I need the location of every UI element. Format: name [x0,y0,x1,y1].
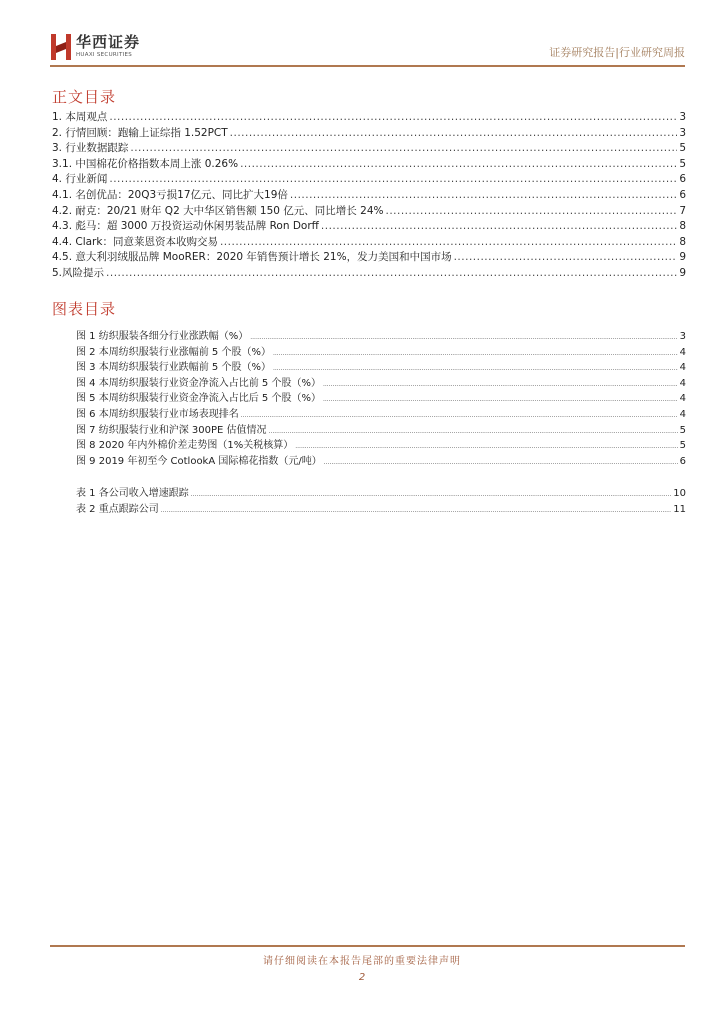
figure-entry[interactable] [76,360,686,376]
dot-leader [106,266,677,282]
figure-entry[interactable] [76,391,686,407]
figure-entry[interactable] [76,438,686,454]
figure-entry[interactable] [76,407,686,423]
toc-entry-page: 7 [679,204,686,217]
toc-entry-label: 4.1. 名创优品：20Q3亏损17亿元、同比扩大19倍 [52,188,288,201]
dot-leader [454,250,678,266]
toc-list [52,110,686,282]
toc-entry-page: 5 [679,157,686,170]
figure-entry[interactable] [76,423,686,439]
dot-leader [250,330,677,346]
dot-leader [241,408,678,424]
huaxi-logo-icon [50,32,72,62]
figure-entry[interactable] [76,329,686,345]
toc-entry[interactable] [52,126,686,142]
report-type-label: 证券研究报告|行业研究周报 [549,46,685,59]
dot-leader [109,172,677,188]
table-entry[interactable] [76,486,686,502]
legal-disclaimer: 请仔细阅读在本报告尾部的重要法律声明 [263,956,461,967]
toc-entry[interactable] [52,250,686,266]
toc-entry-label: 4.2. 耐克：20/21 财年 Q2 大中华区销售额 150 亿元、同比增长 24% [52,204,384,217]
toc-entry-label: 4.5. 意大利羽绒服品牌 MooRER：2020 年销售预计增长 21%，发力美国和中国市场 [52,251,452,264]
toc-entry[interactable] [52,188,686,204]
toc-entry-page: 8 [679,220,686,233]
figure-entry-label: 图 3 本周纺织服装行业跌幅前 5 个股（%） [76,362,271,374]
dot-leader [269,424,678,440]
figure-entry-label: 图 1 纺织服装各细分行业涨跌幅（%） [76,331,249,342]
toc-entry-label: 1. 本周观点 [52,111,108,123]
figure-entry-label: 图 4 本周纺织服装行业资金净流入占比前 5 个股（%） [76,377,321,389]
toc-entry[interactable] [52,235,686,251]
figures-title: 图表目录 [52,300,117,318]
page-number: 2 [358,972,366,983]
figure-entry-label: 图 9 2019 年初至今 CotlookA 国际棉花指数（元/吨） [76,455,322,467]
dot-leader [321,219,677,235]
dot-leader [295,439,677,455]
dot-leader [230,126,678,142]
figure-entry-label: 图 5 本周纺织服装行业资金净流入占比后 5 个股（%） [76,393,321,405]
logo-english-name: HUAXI SECURITIES [76,52,133,59]
figure-entry-label: 图 6 本周纺织服装行业市场表现排名 [76,408,239,420]
figure-entry-page: 6 [679,455,686,467]
figure-entry[interactable] [76,376,686,392]
toc-entry[interactable] [52,172,686,188]
toc-entry-label: 5.风险提示 [52,266,105,279]
table-entry-page: 11 [673,503,686,515]
table-list [76,486,686,517]
figure-entry-page: 5 [679,424,686,436]
figure-entry-page: 5 [679,440,686,452]
dot-leader [191,487,672,503]
figure-entry-page: 4 [679,393,686,405]
dot-leader [130,141,677,157]
header-divider [50,65,685,67]
toc-entry-page: 6 [679,188,686,201]
toc-entry-label: 4.4. Clark：同意莱恩资本收购交易 [52,235,218,248]
dot-leader [323,377,678,393]
footer-divider [50,945,685,947]
toc-entry[interactable] [52,110,686,126]
toc-entry[interactable] [52,266,686,282]
figure-list [76,329,686,469]
toc-entry-page: 3 [679,111,686,123]
figure-entry-label: 图 2 本周纺织服装行业涨幅前 5 个股（%） [76,346,271,358]
toc-title: 正文目录 [52,88,117,106]
dot-leader [220,235,677,251]
table-entry-label: 表 1 各公司收入增速跟踪 [76,488,189,499]
toc-entry-label: 4. 行业新闻 [52,173,108,186]
logo-chinese-name: 华西证券 [76,33,141,52]
toc-entry-page: 6 [679,173,686,186]
figure-entry[interactable] [76,345,686,361]
toc-entry-label: 2. 行情回顾：跑输上证综指 1.52PCT [52,126,228,139]
dot-leader [109,110,677,126]
figure-entry-label: 图 7 纺织服装行业和沪深 300PE 估值情况 [76,424,267,436]
figure-entry-page: 4 [679,377,686,389]
dot-leader [290,188,677,204]
dot-leader [161,503,672,519]
figure-entry-page: 4 [679,408,686,420]
toc-entry[interactable] [52,157,686,173]
toc-entry[interactable] [52,141,686,157]
table-entry-label: 表 2 重点跟踪公司 [76,503,159,515]
table-entry[interactable] [76,502,686,518]
toc-entry-page: 5 [679,142,686,155]
toc-entry-page: 3 [679,126,686,139]
dot-leader [323,392,678,408]
company-logo [50,30,140,64]
toc-entry-label: 3.1. 中国棉花价格指数本周上涨 0.26% [52,157,239,170]
dot-leader [273,361,678,377]
dot-leader [324,455,678,471]
toc-entry-page: 9 [679,251,686,264]
figure-entry[interactable] [76,454,686,470]
figure-entry-page: 3 [679,331,686,342]
figure-entry-page: 4 [679,362,686,374]
table-entry-page: 10 [673,488,686,499]
dot-leader [240,157,677,173]
toc-entry-page: 8 [679,235,686,248]
dot-leader [385,204,677,220]
toc-entry-label: 3. 行业数据跟踪 [52,142,129,155]
toc-entry-label: 4.3. 彪马：超 3000 万投资运动休闲男装品牌 Ron Dorff [52,220,319,233]
figure-entry-label: 图 8 2020 年内外棉价差走势图（1%关税核算） [76,440,294,452]
toc-entry-page: 9 [679,266,686,279]
figure-entry-page: 4 [679,346,686,358]
toc-entry[interactable] [52,219,686,235]
page-header [50,30,685,66]
toc-entry[interactable] [52,204,686,220]
dot-leader [273,346,678,362]
